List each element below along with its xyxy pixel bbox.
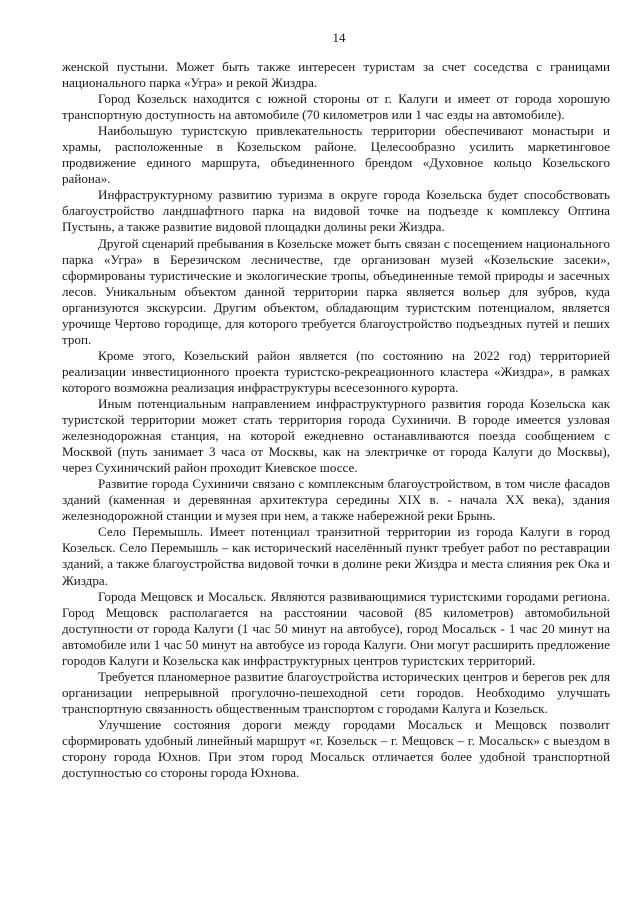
document-page <box>62 30 610 781</box>
paragraph-zhizdra-cluster: Кроме этого, Козельский район является (по состоянию на 2022 год) территорией реализации инвестиционного проекта туристско-рекреационного кластера «Жиздра», в рамках которого возможна реализация инфраструктуры всесезонного курорта. <box>62 347 610 395</box>
paragraph-kozelsk-location: Город Козельск находится с южной стороны от г. Калуги и имеет от города хорошую транспортную доступность на автомобиле (70 километров или 1 час езды на автомобиле). <box>62 91 610 123</box>
paragraph-road-route: Улучшение состояния дороги между городами Мосальск и Мещовск позволит сформировать удобный линейный маршрут «г. Козельск – г. Мещовск – г. Мосальск» с выездом в сторону города Юхнов. При этом город Мосальск отличается более удобной транспортной доступностью со стороны города Юхнова. <box>62 716 610 781</box>
paragraph-ugra-park: Другой сценарий пребывания в Козельске может быть связан с посещением национального парка «Угра» в Березичском лесничестве, где организован музей «Козельские засеки», сформированы туристические и экологические тропы, объединенные темой природы и засечных лесов. Уникальным объектом данной территории парка является вольер для зубров, куда организуются экскурсии. Другим объектом, обладающим туристским потенциалом, является урочище Чертово городище, для которого требуется благоустройство подъездных путей и пеших троп. <box>62 235 610 347</box>
paragraph-continuation: женской пустыни. Может быть также интересен туристам за счет соседства с границами национального парка «Угра» и рекой Жиздра. <box>62 59 610 91</box>
paragraph-peremyshl: Село Перемышль. Имеет потенциал транзитной территории из города Калуги в город Козельск. Село Перемышль – как исторический населённый пункт требует работ по реставрации зданий, а также благоустройства видовой точки в долине реки Жиздра и места слияния рек Ока и Жиздра. <box>62 524 610 588</box>
paragraph-infrastructure: Инфраструктурному развитию туризма в округе города Козельска будет способствовать благоустройство ландшафтного парка на видовой точке на подъезде к комплексу Оптина Пустынь, а также развитие видовой площадки долины реки Жиздра. <box>62 187 610 235</box>
paragraph-meshchovsk-mosalsk: Города Мещовск и Мосальск. Являются развивающимися туристскими городами региона. Город Мещовск располагается на расстоянии часовой (85 километров) автомобильной доступности от города Калуги (1 час 50 минут на автобусе), город Мосальск - 1 час 20 минут на автомобиле или 1 час 50 минут на автобусе из города Калуги. Они могут расширить предложение городов Калуги и Козельска как инфраструктурных центров туристских территорий. <box>62 588 610 668</box>
paragraph-monasteries: Наибольшую туристскую привлекательность территории обеспечивают монастыри и храмы, расположенные в Козельском районе. Целесообразно усилить маркетинговое продвижение единого маршрута, объединенного брендом «Духовное кольцо Козельского района». <box>62 123 610 187</box>
paragraph-sukhinichi-development: Развитие города Сухиничи связано с комплексным благоустройством, в том числе фасадов зданий (каменная и деревянная архитектура середины XIX в. - начала XX века), здания железнодорожной станции и музея при нем, а также набережной реки Брынь. <box>62 476 610 524</box>
paragraph-sukhinichi: Иным потенциальным направлением инфраструктурного развития города Козельска как туристской территории может стать территория города Сухиничи. В городе имеется узловая железнодорожная станция, на которой ежедневно останавливаются поезда сообщением с Москвой (путь занимает 3 часа от Москвы, как на электричке от города Калуги до Москвы), через Сухиничский район проходит Киевское шоссе. <box>62 395 610 476</box>
paragraph-riverbanks: Требуется планомерное развитие благоустройства исторических центров и берегов рек для организации непрерывной прогулочно-пешеходной сети городов. Необходимо улучшать транспортную связанность общественным транспортом с городами Калуга и Козельск. <box>62 668 610 716</box>
page-number: 14 <box>332 30 346 45</box>
